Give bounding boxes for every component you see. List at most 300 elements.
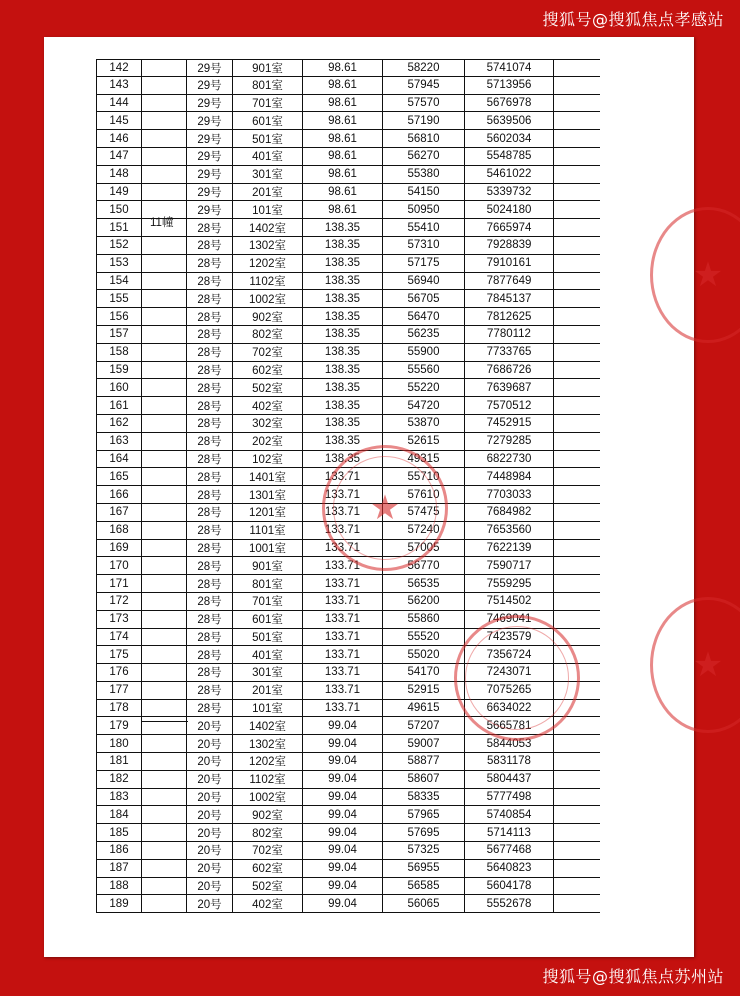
table-row xyxy=(96,219,189,237)
table-row xyxy=(96,362,189,380)
total-price-cell: 7877649 xyxy=(464,273,554,290)
building-no-cell: 29号 xyxy=(186,60,232,76)
table-row xyxy=(96,166,189,184)
watermark-bottom: 搜狐号@搜狐焦点苏州站 xyxy=(542,967,724,986)
area-cell: 133.71 xyxy=(302,593,382,610)
row-index: 147 xyxy=(96,148,142,165)
room-no-cell: 601室 xyxy=(232,112,302,129)
building-no-cell: 20号 xyxy=(186,806,232,823)
unit-price-cell: 56770 xyxy=(382,557,464,574)
area-cell: 133.71 xyxy=(302,629,382,646)
building-no-cell: 20号 xyxy=(186,753,232,770)
row-index: 159 xyxy=(96,362,142,379)
table-row xyxy=(96,77,189,95)
building-no-cell: 29号 xyxy=(186,95,232,112)
row-index: 171 xyxy=(96,575,142,592)
room-no-cell: 502室 xyxy=(232,379,302,396)
total-price-cell: 7075265 xyxy=(464,682,554,699)
building-no-cell: 29号 xyxy=(186,112,232,129)
room-no-cell: 1102室 xyxy=(232,771,302,788)
table-row xyxy=(186,326,600,344)
unit-price-cell: 58877 xyxy=(382,753,464,770)
row-index: 144 xyxy=(96,95,142,112)
table-row xyxy=(186,112,600,130)
total-price-cell: 7356724 xyxy=(464,646,554,663)
room-no-cell: 401室 xyxy=(232,148,302,165)
row-index: 157 xyxy=(96,326,142,343)
total-price-cell: 7452915 xyxy=(464,415,554,432)
row-index: 187 xyxy=(96,860,142,877)
room-no-cell: 301室 xyxy=(232,166,302,183)
room-no-cell: 1402室 xyxy=(232,717,302,734)
building-no-cell: 20号 xyxy=(186,860,232,877)
table-row xyxy=(96,59,189,77)
table-row xyxy=(186,308,600,326)
table-row xyxy=(96,753,189,771)
table-row xyxy=(186,148,600,166)
total-price-cell: 7910161 xyxy=(464,255,554,272)
unit-price-cell: 57945 xyxy=(382,77,464,94)
total-price-cell: 7703033 xyxy=(464,486,554,503)
area-cell: 138.35 xyxy=(302,290,382,307)
building-no-cell: 20号 xyxy=(186,878,232,895)
area-cell: 133.71 xyxy=(302,468,382,485)
total-price-cell: 5552678 xyxy=(464,895,554,912)
table-row xyxy=(186,860,600,878)
unit-price-cell: 57325 xyxy=(382,842,464,859)
row-index: 181 xyxy=(96,753,142,770)
area-cell: 99.04 xyxy=(302,895,382,912)
building-no-cell: 28号 xyxy=(186,362,232,379)
total-price-cell: 7780112 xyxy=(464,326,554,343)
table-row xyxy=(186,344,600,362)
total-price-cell: 7653560 xyxy=(464,522,554,539)
row-index: 164 xyxy=(96,451,142,468)
table-row xyxy=(96,860,189,878)
table-row xyxy=(96,290,189,308)
building-no-cell: 28号 xyxy=(186,664,232,681)
unit-price-cell: 53870 xyxy=(382,415,464,432)
unit-price-cell: 58220 xyxy=(382,60,464,76)
building-no-cell: 20号 xyxy=(186,735,232,752)
total-price-cell: 7684982 xyxy=(464,504,554,521)
total-price-cell: 7469041 xyxy=(464,611,554,628)
row-index: 189 xyxy=(96,895,142,912)
building-no-cell: 28号 xyxy=(186,557,232,574)
table-row xyxy=(96,895,189,913)
room-no-cell: 1102室 xyxy=(232,273,302,290)
building-no-cell: 28号 xyxy=(186,593,232,610)
total-price-cell: 5640823 xyxy=(464,860,554,877)
watermark-top: 搜狐号@搜狐焦点孝感站 xyxy=(542,10,724,29)
area-cell: 98.61 xyxy=(302,148,382,165)
row-index: 165 xyxy=(96,468,142,485)
unit-price-cell: 55410 xyxy=(382,219,464,236)
row-index: 169 xyxy=(96,540,142,557)
room-no-cell: 902室 xyxy=(232,806,302,823)
table-row xyxy=(186,130,600,148)
row-index: 183 xyxy=(96,789,142,806)
table-row xyxy=(96,735,189,753)
building-no-cell: 29号 xyxy=(186,130,232,147)
unit-price-cell: 55380 xyxy=(382,166,464,183)
unit-price-cell: 57475 xyxy=(382,504,464,521)
row-index: 176 xyxy=(96,664,142,681)
room-no-cell: 802室 xyxy=(232,824,302,841)
table-row xyxy=(186,878,600,896)
building-no-cell: 28号 xyxy=(186,486,232,503)
area-cell: 138.35 xyxy=(302,451,382,468)
table-row xyxy=(186,789,600,807)
unit-price-cell: 55020 xyxy=(382,646,464,663)
building-no-cell: 20号 xyxy=(186,895,232,912)
table-row xyxy=(96,700,189,718)
row-index: 172 xyxy=(96,593,142,610)
room-no-cell: 901室 xyxy=(232,60,302,76)
area-cell: 138.35 xyxy=(302,397,382,414)
building-no-cell: 28号 xyxy=(186,433,232,450)
total-price-cell: 7514502 xyxy=(464,593,554,610)
unit-price-cell: 54150 xyxy=(382,184,464,201)
total-price-cell: 5604178 xyxy=(464,878,554,895)
area-cell: 133.71 xyxy=(302,486,382,503)
table-row xyxy=(96,824,189,842)
table-row xyxy=(96,806,189,824)
row-index: 154 xyxy=(96,273,142,290)
building-no-cell: 28号 xyxy=(186,397,232,414)
table-row xyxy=(96,593,189,611)
table-row xyxy=(96,237,189,255)
price-list-page xyxy=(44,37,724,957)
unit-price-cell: 56810 xyxy=(382,130,464,147)
area-cell: 99.04 xyxy=(302,771,382,788)
table-row xyxy=(186,237,600,255)
room-no-cell: 1101室 xyxy=(232,522,302,539)
building-no-cell: 28号 xyxy=(186,540,232,557)
area-cell: 98.61 xyxy=(302,130,382,147)
total-price-cell: 7733765 xyxy=(464,344,554,361)
unit-price-cell: 57207 xyxy=(382,717,464,734)
area-cell: 98.61 xyxy=(302,95,382,112)
row-index: 188 xyxy=(96,878,142,895)
unit-price-cell: 56065 xyxy=(382,895,464,912)
room-no-cell: 701室 xyxy=(232,95,302,112)
building-no-cell: 20号 xyxy=(186,717,232,734)
area-cell: 99.04 xyxy=(302,789,382,806)
table-row xyxy=(96,646,189,664)
table-row xyxy=(186,575,600,593)
table-row xyxy=(96,575,189,593)
total-price-cell: 7812625 xyxy=(464,308,554,325)
area-cell: 133.71 xyxy=(302,646,382,663)
area-cell: 133.71 xyxy=(302,664,382,681)
table-row xyxy=(96,95,189,113)
area-cell: 98.61 xyxy=(302,112,382,129)
table-row xyxy=(96,629,189,647)
total-price-cell: 5639506 xyxy=(464,112,554,129)
total-price-cell: 7665974 xyxy=(464,219,554,236)
row-index: 167 xyxy=(96,504,142,521)
row-index: 182 xyxy=(96,771,142,788)
table-row xyxy=(186,735,600,753)
total-price-cell: 7686726 xyxy=(464,362,554,379)
table-row xyxy=(96,344,189,362)
table-row xyxy=(96,611,189,629)
table-row xyxy=(96,557,189,575)
table-row xyxy=(186,184,600,202)
unit-price-cell: 57965 xyxy=(382,806,464,823)
building-no-cell: 28号 xyxy=(186,611,232,628)
unit-price-cell: 56940 xyxy=(382,273,464,290)
room-no-cell: 602室 xyxy=(232,860,302,877)
building-label: 11幢 xyxy=(150,217,174,229)
row-index: 180 xyxy=(96,735,142,752)
unit-price-cell: 54170 xyxy=(382,664,464,681)
building-no-cell: 28号 xyxy=(186,237,232,254)
unit-price-cell: 56200 xyxy=(382,593,464,610)
room-no-cell: 802室 xyxy=(232,326,302,343)
unit-price-cell: 57190 xyxy=(382,112,464,129)
room-no-cell: 601室 xyxy=(232,611,302,628)
table-row xyxy=(96,184,189,202)
area-cell: 138.35 xyxy=(302,219,382,236)
building-no-cell: 28号 xyxy=(186,344,232,361)
seal-star-icon: ★ xyxy=(369,489,401,527)
room-no-cell: 1202室 xyxy=(232,255,302,272)
area-cell: 138.35 xyxy=(302,362,382,379)
table-row xyxy=(96,273,189,291)
area-cell: 98.61 xyxy=(302,201,382,218)
unit-price-cell: 56270 xyxy=(382,148,464,165)
building-no-cell: 28号 xyxy=(186,646,232,663)
row-index: 150 xyxy=(96,201,142,218)
building-no-cell: 29号 xyxy=(186,166,232,183)
unit-price-cell: 57570 xyxy=(382,95,464,112)
unit-price-cell: 56235 xyxy=(382,326,464,343)
table-row xyxy=(96,326,189,344)
total-price-cell: 6634022 xyxy=(464,700,554,717)
room-no-cell: 101室 xyxy=(232,201,302,218)
room-no-cell: 202室 xyxy=(232,433,302,450)
building-no-cell: 28号 xyxy=(186,219,232,236)
row-index: 146 xyxy=(96,130,142,147)
row-index: 185 xyxy=(96,824,142,841)
unit-price-cell: 57610 xyxy=(382,486,464,503)
area-cell: 99.04 xyxy=(302,753,382,770)
unit-price-cell: 57005 xyxy=(382,540,464,557)
index-column xyxy=(96,59,189,913)
room-no-cell: 402室 xyxy=(232,397,302,414)
table-row xyxy=(96,397,189,415)
room-no-cell: 1001室 xyxy=(232,540,302,557)
table-row xyxy=(186,824,600,842)
building-no-cell: 20号 xyxy=(186,824,232,841)
table-row xyxy=(96,504,189,522)
table-row xyxy=(96,878,189,896)
table-row xyxy=(96,130,189,148)
room-no-cell: 101室 xyxy=(232,700,302,717)
area-cell: 133.71 xyxy=(302,682,382,699)
room-no-cell: 602室 xyxy=(232,362,302,379)
room-no-cell: 102室 xyxy=(232,451,302,468)
table-row xyxy=(186,77,600,95)
area-cell: 133.71 xyxy=(302,575,382,592)
table-row xyxy=(96,379,189,397)
total-price-cell: 7423579 xyxy=(464,629,554,646)
area-cell: 99.04 xyxy=(302,824,382,841)
table-row xyxy=(96,433,189,451)
official-seal-edge-top xyxy=(650,207,740,343)
unit-price-cell: 55900 xyxy=(382,344,464,361)
unit-price-cell: 56470 xyxy=(382,308,464,325)
row-index: 162 xyxy=(96,415,142,432)
total-price-cell: 7622139 xyxy=(464,540,554,557)
row-index: 179 xyxy=(96,717,142,734)
building-no-cell: 28号 xyxy=(186,379,232,396)
row-index: 163 xyxy=(96,433,142,450)
building-no-cell: 20号 xyxy=(186,842,232,859)
unit-price-cell: 49315 xyxy=(382,451,464,468)
building-no-cell: 28号 xyxy=(186,575,232,592)
row-index: 168 xyxy=(96,522,142,539)
area-cell: 138.35 xyxy=(302,379,382,396)
table-row xyxy=(186,219,600,237)
total-price-cell: 7559295 xyxy=(464,575,554,592)
area-cell: 133.71 xyxy=(302,611,382,628)
table-row xyxy=(186,255,600,273)
building-no-cell: 28号 xyxy=(186,451,232,468)
row-index: 155 xyxy=(96,290,142,307)
total-price-cell: 5777498 xyxy=(464,789,554,806)
table-row xyxy=(96,112,189,130)
total-price-cell: 5461022 xyxy=(464,166,554,183)
row-index: 160 xyxy=(96,379,142,396)
table-row xyxy=(186,95,600,113)
area-cell: 99.04 xyxy=(302,878,382,895)
building-no-cell: 28号 xyxy=(186,273,232,290)
building-no-cell: 28号 xyxy=(186,415,232,432)
total-price-cell: 5844053 xyxy=(464,735,554,752)
total-price-cell: 7243071 xyxy=(464,664,554,681)
building-no-cell: 29号 xyxy=(186,184,232,201)
table-row xyxy=(186,59,600,77)
row-index: 149 xyxy=(96,184,142,201)
room-no-cell: 1202室 xyxy=(232,753,302,770)
table-row xyxy=(96,148,189,166)
building-no-cell: 28号 xyxy=(186,308,232,325)
total-price-cell: 5804437 xyxy=(464,771,554,788)
row-index: 153 xyxy=(96,255,142,272)
room-no-cell: 1301室 xyxy=(232,486,302,503)
area-cell: 133.71 xyxy=(302,522,382,539)
total-price-cell: 5677468 xyxy=(464,842,554,859)
table-row xyxy=(186,771,600,789)
row-index: 177 xyxy=(96,682,142,699)
room-no-cell: 401室 xyxy=(232,646,302,663)
area-cell: 138.35 xyxy=(302,255,382,272)
building-no-cell: 28号 xyxy=(186,255,232,272)
room-no-cell: 702室 xyxy=(232,344,302,361)
unit-price-cell: 50950 xyxy=(382,201,464,218)
official-seal-center xyxy=(322,445,448,571)
total-price-cell: 5714113 xyxy=(464,824,554,841)
building-no-cell: 29号 xyxy=(186,77,232,94)
building-no-cell: 29号 xyxy=(186,201,232,218)
building-no-cell: 29号 xyxy=(186,148,232,165)
total-price-cell: 5713956 xyxy=(464,77,554,94)
table-row xyxy=(186,753,600,771)
room-no-cell: 702室 xyxy=(232,842,302,859)
table-row xyxy=(96,308,189,326)
table-row xyxy=(186,806,600,824)
table-row xyxy=(186,842,600,860)
area-cell: 99.04 xyxy=(302,735,382,752)
official-seal-edge-bottom xyxy=(650,597,740,733)
table-row xyxy=(186,362,600,380)
area-cell: 98.61 xyxy=(302,184,382,201)
row-index: 161 xyxy=(96,397,142,414)
unit-price-cell: 52915 xyxy=(382,682,464,699)
building-no-cell: 28号 xyxy=(186,290,232,307)
table-row xyxy=(96,842,189,860)
unit-price-cell: 56705 xyxy=(382,290,464,307)
table-row xyxy=(186,397,600,415)
table-row xyxy=(186,201,600,219)
room-no-cell: 1401室 xyxy=(232,468,302,485)
area-cell: 99.04 xyxy=(302,842,382,859)
room-no-cell: 701室 xyxy=(232,593,302,610)
building-no-cell: 28号 xyxy=(186,682,232,699)
table-row xyxy=(96,522,189,540)
table-row xyxy=(186,290,600,308)
total-price-cell: 5665781 xyxy=(464,717,554,734)
unit-price-cell: 59007 xyxy=(382,735,464,752)
table-row xyxy=(96,468,189,486)
room-no-cell: 302室 xyxy=(232,415,302,432)
total-price-cell: 5831178 xyxy=(464,753,554,770)
unit-price-cell: 54720 xyxy=(382,397,464,414)
room-no-cell: 801室 xyxy=(232,575,302,592)
row-index: 156 xyxy=(96,308,142,325)
unit-price-cell: 55220 xyxy=(382,379,464,396)
table-row xyxy=(186,166,600,184)
table-row xyxy=(96,789,189,807)
room-no-cell: 201室 xyxy=(232,682,302,699)
total-price-cell: 7639687 xyxy=(464,379,554,396)
room-no-cell: 1302室 xyxy=(232,735,302,752)
row-index: 148 xyxy=(96,166,142,183)
room-no-cell: 901室 xyxy=(232,557,302,574)
row-index: 158 xyxy=(96,344,142,361)
table-row xyxy=(96,486,189,504)
table-row xyxy=(186,415,600,433)
table-row xyxy=(96,664,189,682)
table-row xyxy=(96,415,189,433)
area-cell: 133.71 xyxy=(302,540,382,557)
area-cell: 99.04 xyxy=(302,806,382,823)
table-row xyxy=(96,451,189,469)
table-row xyxy=(96,201,189,219)
row-index: 173 xyxy=(96,611,142,628)
table-row xyxy=(96,540,189,558)
unit-price-cell: 58607 xyxy=(382,771,464,788)
room-no-cell: 1402室 xyxy=(232,219,302,236)
area-cell: 138.35 xyxy=(302,415,382,432)
unit-price-cell: 57695 xyxy=(382,824,464,841)
area-cell: 98.61 xyxy=(302,77,382,94)
total-price-cell: 5741074 xyxy=(464,60,554,76)
total-price-cell: 7279285 xyxy=(464,433,554,450)
